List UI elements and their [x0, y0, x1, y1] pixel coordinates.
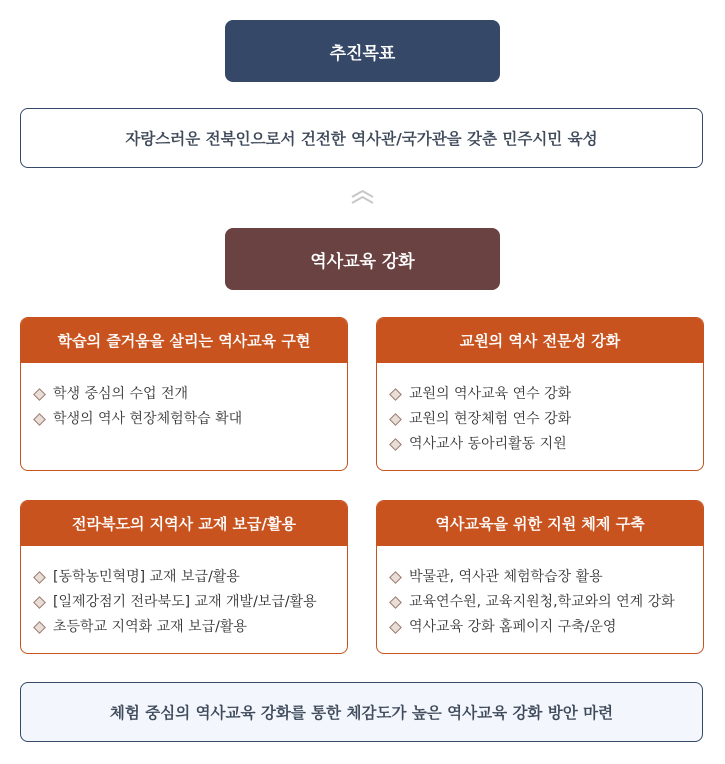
diamond-bullet-icon: [33, 388, 46, 401]
strategy-card-1: [20, 317, 348, 471]
diamond-bullet-icon: [389, 388, 402, 401]
list-item: 교육연수원, 교육지원청,학교와의 연계 강화: [391, 593, 703, 618]
diamond-bullet-icon: [33, 413, 46, 426]
list-item: 역사교육 강화 홈페이지 구축/운영: [391, 618, 703, 643]
diamond-bullet-icon: [33, 621, 46, 634]
card-title: 전라북도의 지역사 교재 보급/활용: [21, 501, 347, 546]
list-item: 역사교사 동아리활동 지원: [391, 435, 703, 460]
strategy-card-2: [376, 317, 704, 471]
diamond-bullet-icon: [33, 571, 46, 584]
list-item: [동학농민혁명] 교재 보급/활용: [35, 568, 347, 593]
strategy-card-3: [20, 500, 348, 654]
diamond-bullet-icon: [389, 596, 402, 609]
list-item: 초등학교 지역화 교재 보급/활용: [35, 618, 347, 643]
diamond-bullet-icon: [389, 621, 402, 634]
summary-text: 체험 중심의 역사교육 강화를 통한 체감도가 높은 역사교육 강화 방안 마련: [109, 704, 614, 722]
list-item: 학생의 역사 현장체험학습 확대: [35, 410, 347, 435]
diamond-bullet-icon: [389, 571, 402, 584]
diamond-bullet-icon: [389, 438, 402, 451]
goal-label: 추진목표: [225, 20, 500, 82]
card-title: 학습의 즐거움을 살리는 역사교육 구현: [21, 318, 347, 363]
summary-box: [20, 682, 703, 742]
list-item: 교원의 역사교육 연수 강화: [391, 385, 703, 410]
vision-box: [20, 108, 703, 168]
card-item-list: [21, 546, 347, 643]
card-item-list: [377, 546, 703, 643]
card-item-list: [21, 363, 347, 435]
card-item-list: [377, 363, 703, 460]
diamond-bullet-icon: [389, 413, 402, 426]
list-item: 박물관, 역사관 체험학습장 활용: [391, 568, 703, 593]
card-title: 교원의 역사 전문성 강화: [377, 318, 703, 363]
double-chevron-up-icon: [350, 188, 375, 206]
strategy-card-4: [376, 500, 704, 654]
card-title: 역사교육을 위한 지원 체제 구축: [377, 501, 703, 546]
list-item: [일제강점기 전라북도] 교재 개발/보급/활용: [35, 593, 347, 618]
diamond-bullet-icon: [33, 596, 46, 609]
strategy-label: 역사교육 강화: [225, 228, 500, 290]
list-item: 학생 중심의 수업 전개: [35, 385, 347, 410]
vision-text: 자랑스러운 전북인으로서 건전한 역사관/국가관을 갖춘 민주시민 육성: [125, 130, 598, 148]
list-item: 교원의 현장체험 연수 강화: [391, 410, 703, 435]
